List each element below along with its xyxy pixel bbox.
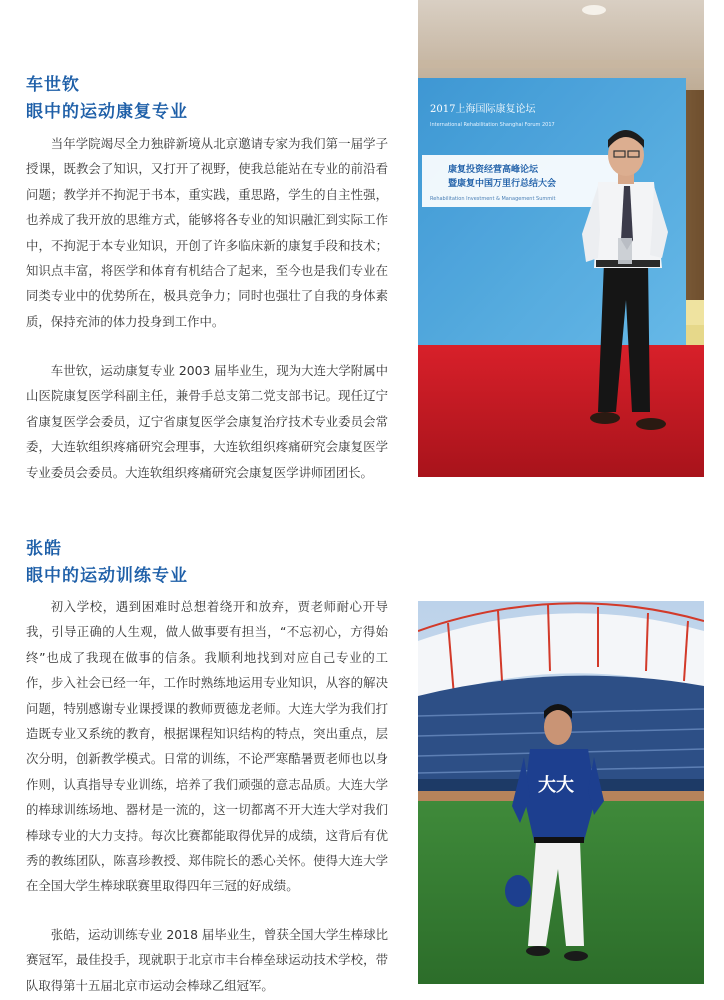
bio-paragraph: 张皓，运动训练专业 2018 届毕业生，曾获全国大学生棒球比赛冠军，最佳投手，现就职于北京市丰台棒垒球运动技术学校，带队取得第十五届北京市运动会棒球乙组冠军。 [26,927,388,993]
section-subtitle: 眼中的运动康复专业 [26,102,188,121]
banner-summit-english: Rehabilitation Investment & Management Summit [430,196,556,202]
banner-summit-text: 康复投资经营高峰论坛 [448,165,539,175]
person-name: 张皓 [26,539,62,558]
banner-english-text: International Rehabilitation Shanghai Forum 2017 [430,122,555,128]
banner-conference-text: 暨康复中国万里行总结大会 [448,179,557,189]
forum-photo [418,0,704,477]
stadium-photo [418,601,704,984]
testimonial-paragraph: 当年学院竭尽全力独辟新境从北京邀请专家为我们第一届学子授课，既教会了知识，又打开了视野，使我总能站在专业的前沿看问题；教学并不拘泥于书本，重实践，重思路，学生的自主性强，也养成了我开放的思维方式，能够将各专业的知识融汇到实际工作中，不拘泥于本专业知识，开创了许多临床新的康复手段和技术；知识点丰富，将医学和体育有机结合了起来，至今也是我们专业在同类专业中的优势所在，极具竞争力；同时也强壮了自我的身体素质，保持充沛的体力投身到工作中。 [26,136,388,329]
banner-title-text: 2017上海国际康复论坛 [430,104,536,115]
section-subtitle: 眼中的运动训练专业 [26,566,188,585]
testimonial-paragraph: 初入学校，遇到困难时总想着绕开和放弃，贾老师耐心开导我，引导正确的人生观，做人做事要有担当，“不忘初心，方得始终”也成了我现在做事的信条。我顺利地找到对应自己专业的工作，步入社会已经一年，工作时熟练地运用专业知识，从容的解决问题，特别感谢专业课授课的教师贾德龙老师。大连大学为我们打造既专业又系统的教育，根据课程知识结构的特点，突出重点，层次分明，创新教学模式。日常的训练，不论严寒酷暑贾老师也以身作则，认真指导专业训练，培养了我们顽强的意志品质。大连大学的棒球训练场地、器材是一流的，这一切都离不开大连大学对我们棒球专业的大力支持。每次比赛都能取得优异的成绩，这背后有优秀的教练团队，陈喜珍教授、郑伟院长的悉心关怀。使得大连大学在全国大学生棒球联赛里取得四年三冠的好成绩。 [26,599,388,894]
profile-section-zhang [0,500,724,1000]
person-name: 车世钦 [26,75,80,94]
bio-paragraph: 车世钦，运动康复专业 2003 届毕业生，现为大连大学附属中山医院康复医学科副主任，兼骨手总支第二党支部书记。现任辽宁省康复医学会委员，辽宁省康复医学会康复治疗技术专业委员会常委，大连软组织疼痛研究会理事，大连软组织疼痛研究会康复医学专业委员会委员。大连软组织疼痛研究会康复医学讲师团团长。 [26,363,388,480]
jersey-lettering: 大大 [538,775,574,796]
